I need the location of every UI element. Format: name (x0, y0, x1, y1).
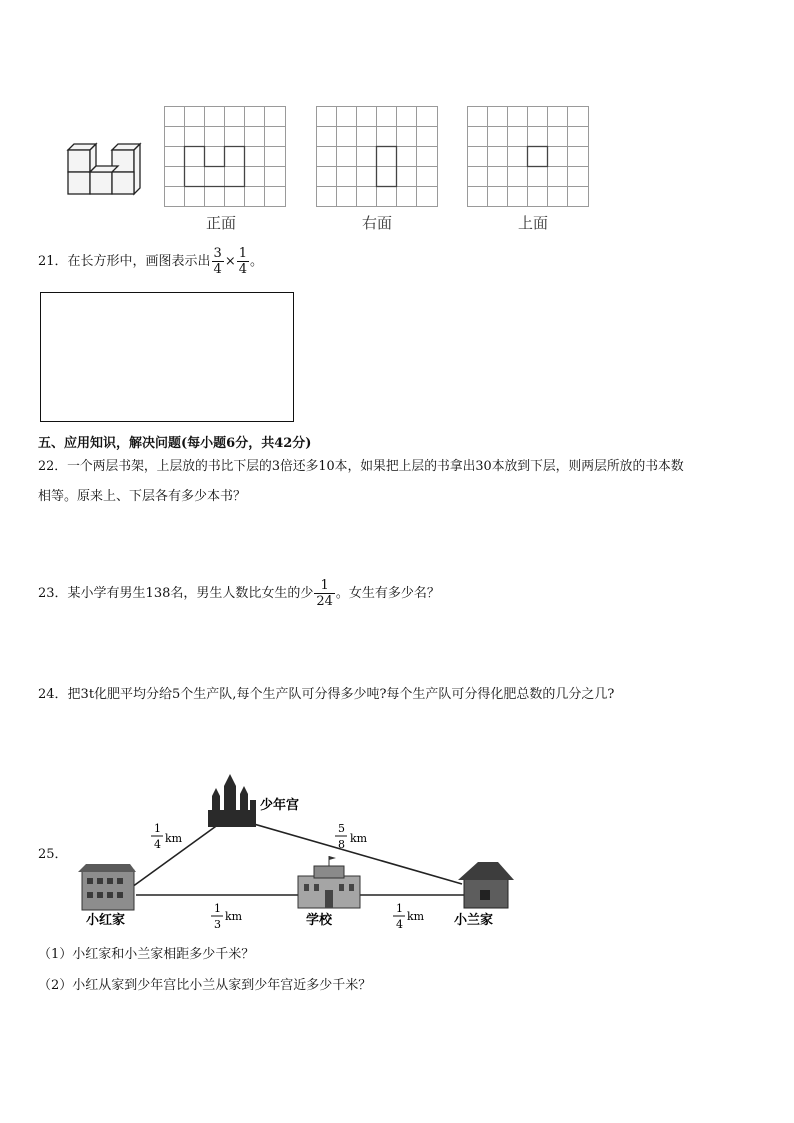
svg-text:3: 3 (214, 918, 221, 931)
question-21: 21．在长方形中，画图表示出 $\frac{3}{4}$ × $\frac{1}{4}$ 。 (38, 246, 264, 277)
cube-block-figure (64, 142, 144, 198)
svg-text:1: 1 (396, 902, 403, 915)
svg-text:4: 4 (154, 838, 161, 851)
question-25-sub-2: （2）小红从家到少年宫比小兰从家到少年宫近多少千米？ (38, 978, 372, 993)
front-view-grid[interactable] (164, 106, 288, 208)
section-title: 五、应用知识，解决问题(每小题6分，共42分) (38, 436, 312, 451)
xiaolan-label: 小兰家 (454, 913, 494, 928)
question-25-number: 25． (38, 847, 68, 862)
school-label: 学校 (306, 913, 333, 928)
top-view-caption: 上面 (518, 214, 549, 232)
school-icon (298, 856, 360, 908)
svg-text:km: km (225, 910, 243, 923)
distance-school-lan (393, 902, 425, 931)
svg-text:km: km (407, 910, 425, 923)
svg-text:km: km (350, 832, 368, 845)
top-view-grid[interactable] (467, 106, 591, 208)
route-map (74, 772, 534, 934)
question-23: 23．某小学有男生138名，男生人数比女生的少 $\frac{1}{24}$ 。女生有多少名？ (38, 578, 440, 609)
question-22-line-1: 22．一个两层书架，上层放的书比下层的3倍还多10本，如果把上层的书拿出30本放到下层，则两层所放的书本数 (38, 459, 684, 474)
question-21-text: 21．在长方形中，画图表示出 (38, 254, 211, 269)
fraction-1-24: $\frac{1}{24}$ (316, 578, 333, 609)
xiaolan-house-icon (458, 862, 514, 908)
front-view-caption: 正面 (206, 214, 237, 232)
question-25-sub-1: （1）小红家和小兰家相距多少千米？ (38, 947, 255, 962)
distance-hong-palace (151, 822, 183, 851)
right-view-caption: 右面 (362, 214, 393, 232)
svg-text:km: km (165, 832, 183, 845)
svg-text:1: 1 (154, 822, 161, 835)
svg-text:1: 1 (214, 902, 221, 915)
question-24: 24．把3t化肥平均分给5个生产队,每个生产队可分得多少吨?每个生产队可分得化肥总数的几分之几? (38, 687, 615, 702)
xiaohong-label: 小红家 (86, 913, 126, 928)
distance-hong-school (211, 902, 243, 931)
xiaohong-house-icon (78, 864, 136, 910)
distance-palace-lan (335, 822, 368, 851)
question-22-line-2: 相等。原来上、下层各有多少本书？ (38, 489, 247, 504)
palace-icon (208, 774, 256, 827)
svg-text:4: 4 (396, 918, 403, 931)
palace-label: 少年宫 (260, 798, 300, 813)
svg-text:5: 5 (338, 822, 345, 835)
answer-rectangle[interactable] (40, 292, 294, 422)
right-view-grid[interactable] (316, 106, 440, 208)
svg-text:8: 8 (338, 838, 345, 851)
fraction-1-4: $\frac{1}{4}$ (238, 246, 248, 277)
fraction-3-4: $\frac{3}{4}$ (213, 246, 222, 277)
